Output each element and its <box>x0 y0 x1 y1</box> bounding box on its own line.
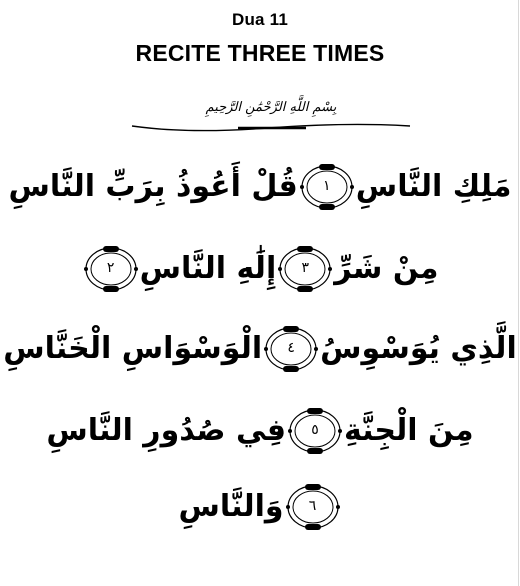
verse-end-marker <box>286 406 344 456</box>
verse-text: مَلِكِ النَّاسِ <box>355 169 512 204</box>
verse-end-marker <box>82 244 140 294</box>
verse-number: ٣ <box>301 260 309 276</box>
bismillah-text: بِسْمِ اللَّهِ الرَّحْمَٰنِ الرَّحِيمِ <box>205 100 337 115</box>
verse-number: ٥ <box>311 422 319 438</box>
verse-text: قُلْ أَعُوذُ بِرَبِّ النَّاسِ <box>8 169 298 204</box>
verse-text: مِنْ شَرِّ <box>334 251 439 286</box>
bismillah-calligraphy <box>128 98 414 136</box>
verse-line-4 <box>18 402 502 460</box>
page-title: RECITE THREE TIMES <box>135 40 385 66</box>
verse-end-marker <box>284 482 342 532</box>
verse-end-marker <box>298 162 356 212</box>
verse-text: إِلَٰهِ النَّاسِ <box>139 251 277 286</box>
verse-line-5 <box>18 478 502 536</box>
verse-text: مِنَ الْجِنَّةِ <box>343 413 474 448</box>
verse-line-3 <box>3 320 517 378</box>
verse-number: ٤ <box>287 340 295 356</box>
verse-end-marker <box>262 324 320 374</box>
verse-line-1 <box>8 158 512 216</box>
verse-text: وَالنَّاسِ <box>178 489 284 524</box>
verse-end-marker <box>276 244 334 294</box>
bismillah-flourish-icon <box>128 108 414 136</box>
verse-text: الَّذِي يُوَسْوِسُ <box>320 331 517 366</box>
verse-number: ٢ <box>106 260 115 276</box>
verse-line-2 <box>18 240 502 298</box>
verse-number: ١ <box>323 178 331 194</box>
verse-text: الْوَسْوَاسِ الْخَنَّاسِ <box>3 331 263 366</box>
dua-label: Dua 11 <box>231 10 288 29</box>
verse-text: فِي صُدُورِ النَّاسِ <box>46 413 286 448</box>
verse-number: ٦ <box>308 498 317 514</box>
